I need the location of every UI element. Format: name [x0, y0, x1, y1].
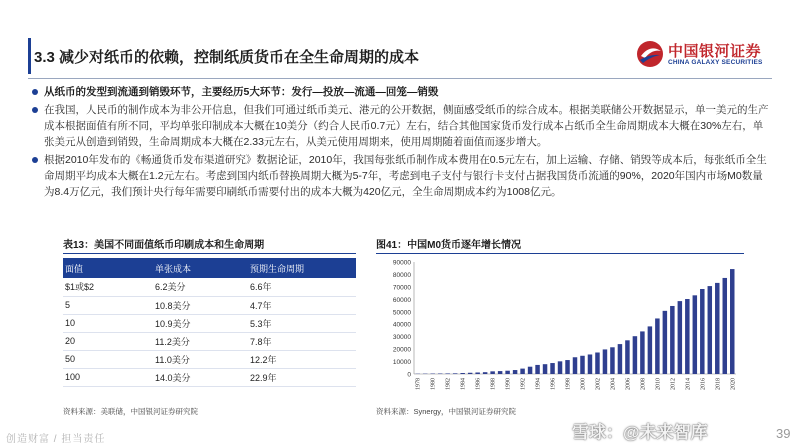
x-tick-label: 2008	[640, 378, 647, 390]
table-cell: 7.8年	[248, 332, 356, 350]
x-tick-label: 1992	[520, 378, 527, 390]
table-row	[63, 314, 356, 332]
x-tick-label: 2000	[580, 378, 587, 390]
table-cell: 4.7年	[248, 296, 356, 314]
title-divider	[28, 78, 772, 79]
x-tick-label: 1990	[505, 378, 512, 390]
x-tick-label: 2012	[670, 378, 677, 390]
table-cell: 10.8美分	[153, 296, 248, 314]
table-cell: 20	[63, 332, 153, 350]
y-tick-label: 20000	[392, 346, 411, 354]
x-tick-label: 2014	[685, 378, 692, 390]
chart-bar	[663, 311, 667, 374]
table-cell: 5	[63, 296, 153, 314]
y-tick-label: 30000	[392, 334, 411, 342]
chart-bar	[595, 352, 599, 374]
chart-bar	[528, 367, 532, 374]
logo-chinese-name: 中国银河证券	[668, 43, 762, 60]
y-tick-label: 0	[407, 371, 411, 379]
chart-bar	[640, 331, 644, 374]
table-cell: 100	[63, 368, 153, 386]
chart-bar	[730, 269, 734, 374]
x-tick-label: 2004	[610, 378, 617, 390]
m0-bar-chart	[376, 258, 744, 404]
bullet-item: 在我国，人民币的制作成本为非公开信息，但我们可通过纸币美元、港元的公开数据，侧面感受纸币的综合成本。根据美联储公开数据显示，单一美元的生产成本根据面值有所不同，平均单张印制成本大概在10美分（约合人民币0.7元）左右，结合其他国家货币发行成本占纸币全生命周期成本大概在30%左右，单张美元从创造到销毁，生命周期成本大概在2.33元左右，从美元使用周期来，使用周期随着面值而逐步增大。	[28, 102, 772, 150]
table-cell: 22.9年	[248, 368, 356, 386]
table-row	[63, 332, 356, 350]
chart-bar	[468, 373, 472, 374]
chart-bar	[573, 357, 577, 374]
chart-bar	[588, 354, 592, 374]
chart-bar	[723, 278, 727, 374]
x-tick-label: 1996	[550, 378, 557, 390]
table-title: 表13：美国不同面值纸币印刷成本和生命周期	[63, 236, 356, 254]
table-cell: 6.6年	[248, 278, 356, 296]
page-number: 39	[776, 426, 791, 441]
table-cell: 12.2年	[248, 350, 356, 368]
chart-bar	[513, 370, 517, 374]
chart-bar	[648, 326, 652, 374]
galaxy-logo-icon	[636, 40, 664, 68]
chart-bar	[475, 372, 479, 374]
chart-bar	[543, 364, 547, 374]
chart-bar	[708, 286, 712, 374]
table-cell: 11.0美分	[153, 350, 248, 368]
chart-bar	[655, 318, 659, 374]
logo-english-name: CHINA GALAXY SECURITIES	[668, 59, 763, 66]
x-tick-label: 2016	[700, 378, 707, 390]
chart-bar	[670, 306, 674, 374]
bullet-item: 从纸币的发型到流通到销毁环节，主要经历5大环节：发行—投放—流通—回笼—销毁	[28, 84, 772, 100]
y-tick-label: 40000	[392, 321, 411, 329]
x-tick-label: 1980	[430, 378, 437, 390]
x-tick-label: 1982	[445, 378, 452, 390]
bullet-list	[28, 84, 772, 202]
chart-bar	[625, 340, 629, 374]
x-tick-label: 2006	[625, 378, 632, 390]
y-tick-label: 60000	[392, 296, 411, 304]
m0-chart-panel	[376, 236, 744, 416]
table-cell: $1或$2	[63, 278, 153, 296]
x-tick-label: 1998	[565, 378, 572, 390]
table-cell: 50	[63, 350, 153, 368]
table-cell: 11.2美分	[153, 332, 248, 350]
table-header-row	[63, 258, 356, 278]
table-header-cell: 面值	[63, 258, 153, 278]
table-cell: 14.0美分	[153, 368, 248, 386]
y-tick-label: 50000	[392, 309, 411, 317]
company-logo	[636, 38, 776, 74]
y-tick-label: 90000	[392, 259, 411, 267]
chart-bar	[460, 373, 464, 374]
table-cell: 10	[63, 314, 153, 332]
chart-source: 资料来源：Synergy，中国银河证券研究院	[376, 407, 517, 416]
table-header-cell: 单张成本	[153, 258, 248, 278]
table-source: 资料来源：美联储，中国银河证券研究院	[63, 407, 198, 416]
table-row	[63, 296, 356, 314]
x-tick-label: 1986	[475, 378, 482, 390]
chart-bar	[633, 336, 637, 374]
chart-bar	[603, 349, 607, 374]
chart-bar	[490, 371, 494, 374]
currency-cost-table	[63, 258, 356, 387]
chart-bar	[618, 344, 622, 374]
x-tick-label: 1984	[460, 378, 467, 390]
table-cell: 6.2美分	[153, 278, 248, 296]
table-row	[63, 350, 356, 368]
chart-bar	[498, 371, 502, 374]
chart-bar	[610, 347, 614, 374]
table-row	[63, 278, 356, 296]
chart-title: 图41：中国M0货币逐年增长情况	[376, 236, 744, 254]
x-tick-label: 2002	[595, 378, 602, 390]
y-tick-label: 70000	[392, 284, 411, 292]
chart-bar	[565, 360, 569, 374]
chart-bar	[453, 373, 457, 374]
chart-bar	[445, 373, 449, 374]
cost-table-panel	[63, 236, 356, 416]
chart-bar	[505, 371, 509, 374]
title-bar	[0, 36, 620, 78]
table-cell: 5.3年	[248, 314, 356, 332]
chart-bar	[580, 356, 584, 374]
x-tick-label: 2010	[655, 378, 662, 390]
x-tick-label: 1988	[490, 378, 497, 390]
y-tick-label: 10000	[392, 359, 411, 367]
x-tick-label: 2020	[730, 378, 737, 390]
chart-bar	[520, 369, 524, 374]
chart-bar	[685, 299, 689, 374]
chart-bar	[483, 372, 487, 374]
table-cell: 10.9美分	[153, 314, 248, 332]
bullet-item: 根据2010年发布的《畅通货币发布渠道研究》数据论证，2010年，我国每张纸币制作成本费用在0.5元左右，加上运输、存储、销毁等成本后，每张纸币全生命周期平均成本大概在1.2元左右。考虑到国内纸币替换周期大概为5-7年，考虑到电子支付与银行卡支付占据我国货币流通的90%，2020年国内市场M0数量为8.4万亿元，我们预计央行每年需要印刷纸币需要付出的成本大概为420亿元，全生命周期成本约为1008亿元。	[28, 152, 772, 200]
table-row	[63, 368, 356, 386]
table-header-cell: 预期生命周期	[248, 258, 356, 278]
x-tick-label: 2018	[715, 378, 722, 390]
chart-bar	[535, 365, 539, 374]
chart-bar	[693, 295, 697, 374]
x-tick-label: 1978	[415, 378, 422, 390]
footer-slogan: 创造财富 / 担当责任	[6, 434, 106, 445]
x-tick-label: 1994	[535, 378, 542, 390]
chart-bar	[715, 283, 719, 374]
page-title: 3.3 减少对纸币的依赖，控制纸质货币在全生命周期的成本	[34, 49, 420, 66]
y-tick-label: 80000	[392, 271, 411, 279]
chart-bar	[558, 361, 562, 374]
watermark-text: 雪球：@未来智库	[572, 423, 708, 442]
chart-bar	[550, 363, 554, 374]
chart-bar	[700, 289, 704, 374]
chart-bar	[678, 301, 682, 374]
